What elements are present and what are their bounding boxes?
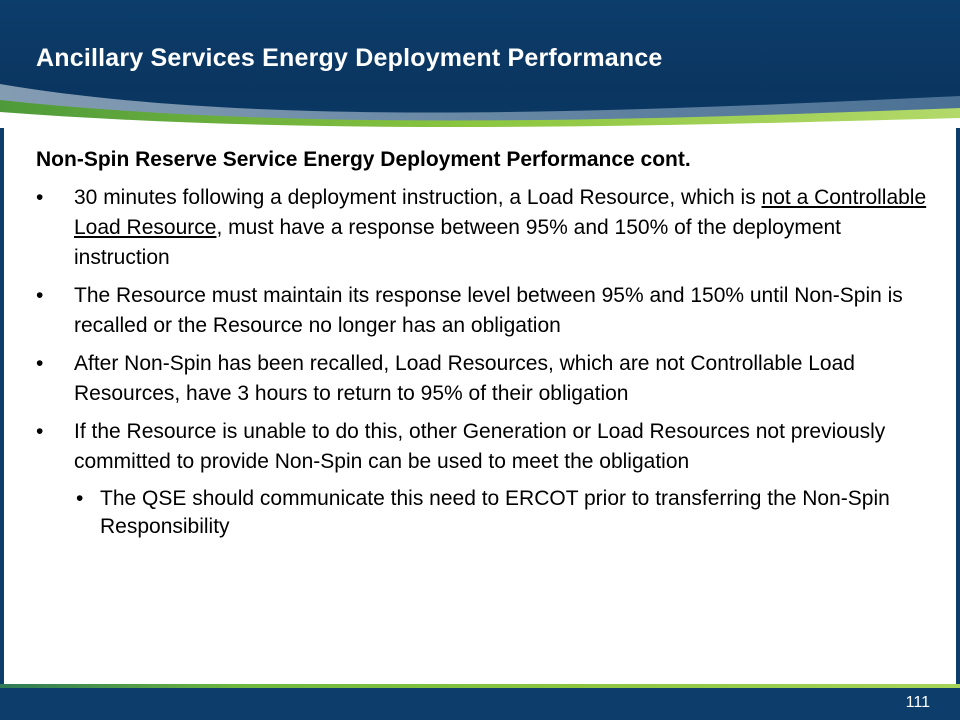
bullet-text-part: , must have a response between 95% and 150% of the deployment instruction xyxy=(74,216,842,269)
bullet-marker: • xyxy=(36,420,44,443)
bullet-item xyxy=(36,349,936,409)
section-subtitle: Non-Spin Reserve Service Energy Deployment Performance cont. xyxy=(36,148,691,171)
bullet-marker: • xyxy=(36,284,44,307)
bullet-text: The Resource must maintain its response level between 95% and 150% until Non-Spin is recalled or the Resource no longer has an obligation xyxy=(74,284,903,337)
sub-bullet-marker: • xyxy=(76,487,84,510)
underlined-text: not a Controllable Load Resource xyxy=(74,186,927,239)
bullet-marker: • xyxy=(36,352,44,375)
footer-bar xyxy=(0,688,960,720)
bullet-text: If the Resource is unable to do this, other Generation or Load Resources not previously committed to provide Non-Spin can be used to meet the obligation xyxy=(74,420,886,473)
bullet-item xyxy=(36,281,936,341)
bullet-text-part: 30 minutes following a deployment instruction, a Load Resource, which is xyxy=(74,186,762,209)
page-number: 111 xyxy=(905,694,930,711)
bullet-text: After Non-Spin has been recalled, Load Resources, which are not Controllable Load Resources, have 3 hours to return to 95% of their obligation xyxy=(74,352,855,405)
slide-content xyxy=(36,140,936,549)
bullet-marker: • xyxy=(36,186,44,209)
sub-bullet-text: The QSE should communicate this need to ERCOT prior to transferring the Non-Spin Responsibility xyxy=(100,487,890,538)
bullet-list xyxy=(36,183,936,541)
right-frame-border xyxy=(956,128,960,688)
page-title: Ancillary Services Energy Deployment Performance xyxy=(36,44,663,72)
sub-bullet-list xyxy=(74,485,936,541)
sub-bullet-item xyxy=(74,485,936,541)
bullet-item xyxy=(36,183,936,273)
header-banner xyxy=(0,0,960,130)
bullet-item xyxy=(36,417,936,541)
left-frame-border xyxy=(0,128,4,688)
